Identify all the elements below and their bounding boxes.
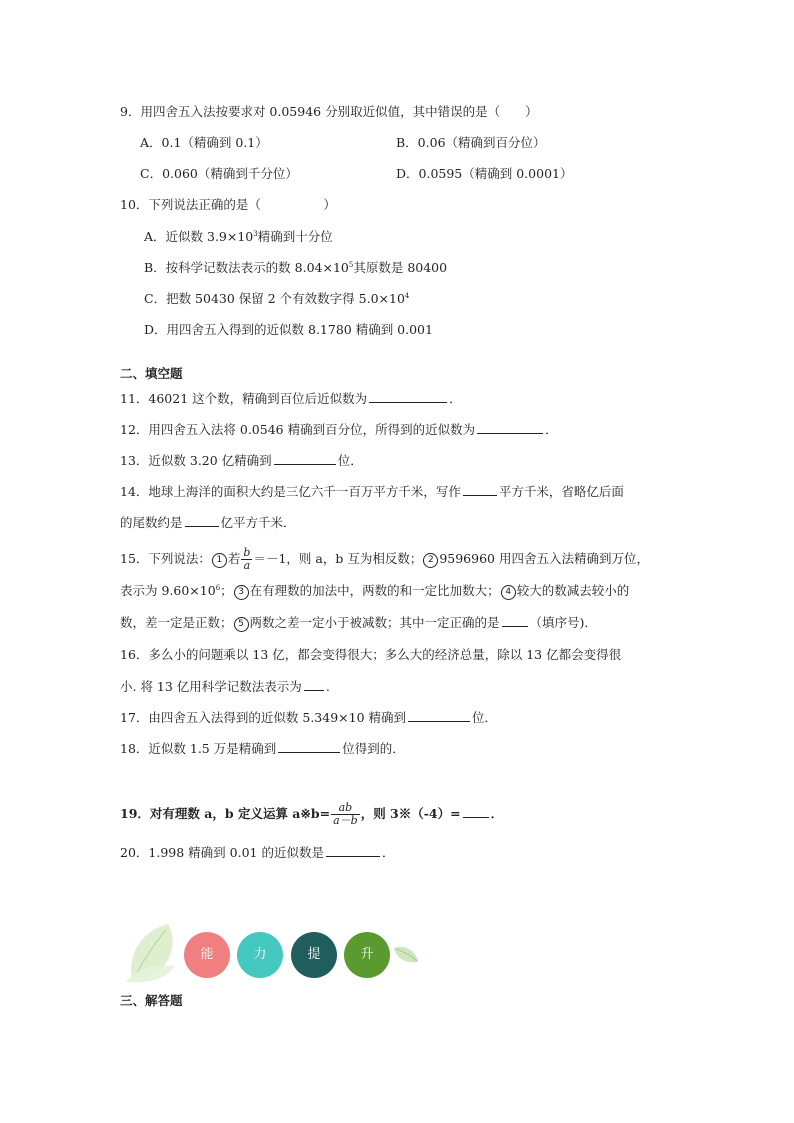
q15-blank[interactable] — [502, 614, 528, 627]
q10-b-pre: B．按科学记数法表示的数 8.04×10 — [144, 260, 349, 275]
q15-l3-c: （填序号)． — [529, 615, 597, 630]
q10-b-post: 其原数是 80400 — [353, 260, 448, 275]
circled-number-4: 4 — [501, 585, 516, 600]
q9-option-b: B．0.06（精确到百分位） — [396, 135, 546, 150]
q15-line-3 — [120, 614, 597, 632]
banner-bubble-4: 升 — [344, 932, 390, 978]
banner-bubble-3: 提 — [291, 932, 337, 978]
q11 — [120, 390, 462, 407]
q18-text: 18．近似数 1.5 万是精确到 — [120, 741, 277, 756]
q15-text-2: 若 — [227, 551, 241, 566]
q15-l2-pre: 表示为 9.60×10 — [120, 583, 216, 598]
q12-blank[interactable] — [477, 421, 543, 434]
q20 — [120, 844, 394, 861]
q18-end: 位得到的． — [342, 741, 405, 756]
q9-option-a: A．0.1（精确到 0.1） — [140, 135, 268, 150]
q10-option-a — [144, 229, 333, 245]
q14-text: 14．地球上海洋的面积大约是三亿六千一百万平方千米，写作 — [120, 484, 461, 499]
q14-mid: 平方千米，省略亿后面 — [498, 484, 624, 499]
q19-fraction-denominator: a－b — [333, 814, 358, 827]
q15-text-1: 15．下列说法： — [120, 551, 211, 566]
q11-end: ． — [449, 391, 462, 406]
circled-number-3: 3 — [234, 585, 249, 600]
q10-option-b — [144, 260, 447, 276]
q17 — [120, 709, 497, 726]
q15-l3-a: 数，差一定是正数； — [120, 615, 233, 630]
q9-stem: 9．用四舍五入法按要求对 0.05946 分别取近似值，其中错误的是（ ） — [120, 104, 538, 119]
q15-line-2 — [120, 583, 629, 600]
q15-line-1 — [120, 545, 649, 573]
q10-stem: 10．下列说法正确的是（ ） — [120, 197, 336, 212]
q14-l2-text: 的尾数约是 — [120, 515, 183, 530]
q10-b-exp: 5 — [348, 261, 354, 269]
q14-blank-1[interactable] — [463, 483, 497, 496]
q13-text: 13．近似数 3.20 亿精确到 — [120, 453, 272, 468]
section-3-title: 三、解答题 — [120, 993, 183, 1008]
q18-blank[interactable] — [278, 740, 340, 753]
q20-end: ． — [381, 845, 395, 860]
q16-l2-end: . — [325, 679, 330, 694]
q20-blank[interactable] — [326, 844, 380, 857]
q18 — [120, 740, 405, 757]
q19-end: ． — [490, 806, 504, 821]
q15-fraction-denominator: a — [243, 559, 251, 572]
q19-text: 19．对有理数 a，b 定义运算 a※b= — [120, 806, 331, 821]
q15-l2-c: 较大的数减去较小的 — [516, 583, 630, 598]
q9-option-c: C．0.060（精确到千分位） — [140, 166, 298, 181]
q19-blank[interactable] — [463, 805, 489, 818]
leaf-decoration-left-icon — [124, 920, 186, 984]
q14-line-2 — [120, 514, 296, 531]
q14-line-1 — [120, 483, 624, 500]
q10-a-post: 精确到十分位 — [257, 229, 333, 244]
q12-text: 12．用四舍五入法将 0.0546 精确到百分位，所得到的近似数为 — [120, 422, 476, 437]
q11-blank[interactable] — [369, 390, 447, 403]
leaf-decoration-right-icon — [392, 944, 420, 966]
q9-option-d: D．0.0595（精确到 0.0001） — [396, 166, 573, 181]
q15-text-3: ＝－1，则 a，b 互为相反数； — [253, 551, 423, 566]
q15-l2-b: 在有理数的加法中，两数的和一定比加数大； — [249, 583, 500, 598]
q16-l2-text: 小. 将 13 亿用科学记数法表示为 — [120, 679, 302, 694]
q12 — [120, 421, 558, 438]
circled-number-1: 1 — [212, 553, 227, 568]
q15-l2-exp: 6 — [215, 584, 221, 592]
q15-fraction — [241, 547, 252, 572]
q19 — [120, 797, 503, 831]
q10-option-c — [144, 291, 409, 307]
q15-fraction-numerator: b — [243, 546, 251, 559]
circled-number-2: 2 — [423, 553, 438, 568]
q10-a-pre: A．近似数 3.9×10 — [144, 229, 254, 244]
q15-text-4: 9596960 用四舍五入法精确到万位， — [439, 551, 649, 566]
q10-a-exp: 3 — [253, 230, 258, 238]
q15-l2-a: ； — [220, 583, 233, 598]
banner-bubble-1: 能 — [184, 932, 230, 978]
q16-line-1: 16．多么小的问题乘以 13 亿，都会变得很大；多么大的经济总量，除以 13 亿都会变得很 — [120, 647, 622, 662]
q19-mid: ，则 3※（-4）= — [360, 806, 461, 821]
q12-end: ． — [545, 422, 558, 437]
section-2-title: 二、填空题 — [120, 366, 183, 381]
q10-c-pre: C．把数 50430 保留 2 个有效数字得 5.0×10 — [144, 291, 405, 306]
q17-text: 17．由四舍五入法得到的近似数 5.349×10 精确到 — [120, 710, 407, 725]
q16-line-2 — [120, 678, 330, 695]
banner-bubble-2: 力 — [237, 932, 283, 978]
q14-blank-2[interactable] — [185, 514, 219, 527]
q10-option-d: D．用四舍五入得到的近似数 8.1780 精确到 0.001 — [144, 322, 433, 337]
q17-end: 位． — [472, 710, 498, 725]
q13-blank[interactable] — [274, 452, 336, 465]
q16-blank[interactable] — [304, 678, 324, 691]
q14-l2-end: 亿平方千米． — [220, 515, 296, 530]
q17-blank[interactable] — [408, 709, 470, 722]
q13-end: 位． — [337, 453, 363, 468]
q19-fraction-numerator: ab — [331, 802, 360, 815]
q11-text: 11．46021 这个数，精确到百位后近似数为 — [120, 391, 368, 406]
q20-text: 20．1.998 精确到 0.01 的近似数是 — [120, 845, 324, 860]
q19-fraction — [331, 802, 360, 827]
q13 — [120, 452, 363, 469]
q15-l3-b: 两数之差一定小于被减数；其中一定正确的是 — [249, 615, 500, 630]
circled-number-5: 5 — [234, 617, 249, 632]
q10-c-exp: 4 — [404, 292, 410, 300]
